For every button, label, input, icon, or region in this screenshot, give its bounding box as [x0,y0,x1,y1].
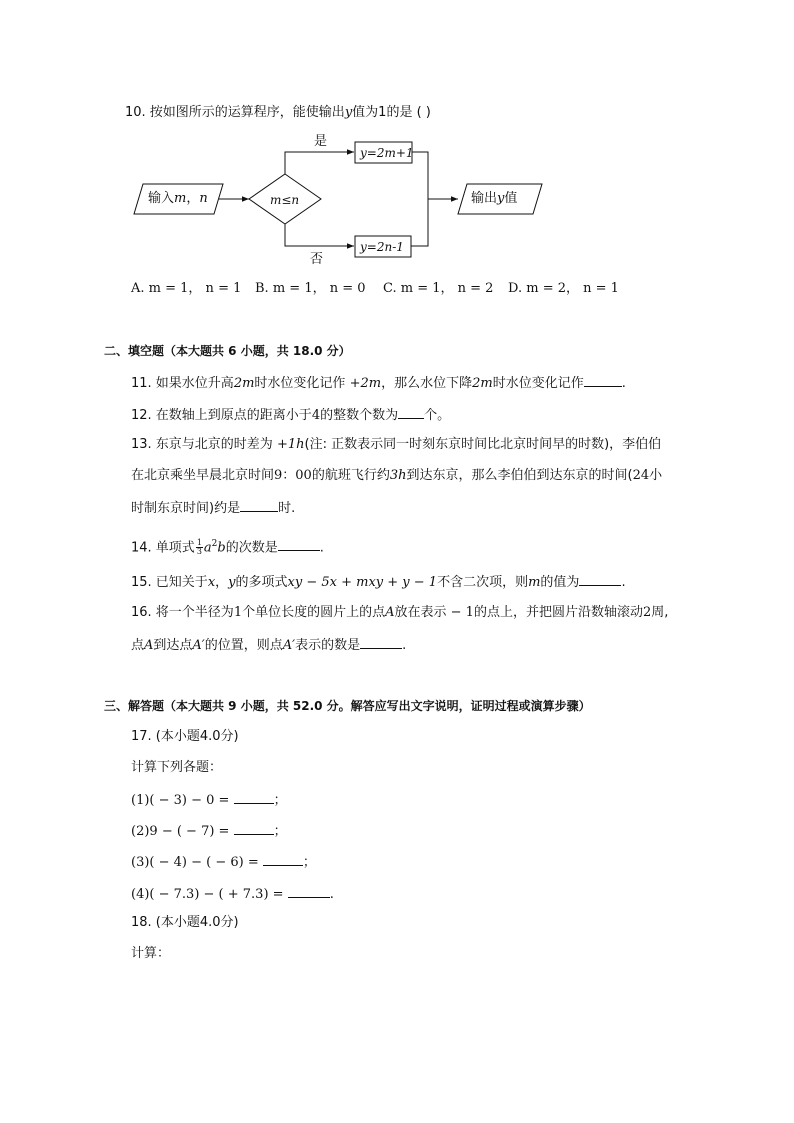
q17-answer-blank-3[interactable] [263,852,303,866]
flow-no-label: 否 [310,252,324,267]
q14-numerator: 1 [196,538,202,548]
q17-expr: (4)( − 7.3) − ( + 7.3) = [131,887,288,902]
q14-answer-blank[interactable] [278,537,320,551]
q14-fraction [196,539,203,556]
flow-input-m: m [174,191,187,206]
q15-end: . [621,575,626,590]
q16-line1 [131,604,668,622]
q10-option-c[interactable] [383,280,493,298]
option-letter: A. [131,281,145,296]
section3-title: 三、解答题（本大题共 9 小题，共 52.0 分。解答应写出文字说明，证明过程或演算步骤） [104,699,591,713]
q15-sep: ， [215,575,229,590]
q11-answer-blank[interactable] [584,373,622,387]
q14-end: . [319,540,324,556]
q17-expr: (2)9 − ( − 7) = [131,824,234,839]
q13-24: 24 [632,468,650,483]
q13-answer-blank[interactable] [240,498,278,512]
flow-output-suffix: 值 [504,191,518,206]
q15-text-g: 不含二次项，则 [437,575,529,590]
flow-yes-formula: y=2m+1 [360,146,414,160]
q12-num: 4 [311,408,321,423]
q17-item-1 [131,790,287,810]
q11-text-e: ，那么水位下降 [381,376,473,391]
q16-text-e: 放在表示 [394,605,451,620]
q12-answer-blank[interactable] [398,405,424,419]
q11-math-d: +2m [349,376,382,391]
option-text: m = 2， n = 1 [526,281,619,296]
q15-polynomial: xy − 5x + mxy + y − 1 [287,575,438,590]
q14 [131,535,324,557]
flow-merge-bottom [411,199,428,246]
q16-answer-blank[interactable] [360,635,402,649]
flow-condition-text: m≤n [270,193,300,207]
q10-var-y: y [344,105,353,120]
q16-text-g: 的点上，并把圆片沿数轴滚动 [473,605,643,620]
flow-input-prefix: 输入 [148,191,175,206]
q16-text-e2: 的位置，则点 [204,638,283,653]
q17-instruction: 计算下列各题： [131,760,223,775]
q15-text-e: 的多项式 [235,575,288,590]
q13-time: 9：00 [274,468,312,483]
q14-denominator: 3 [196,547,202,557]
q16-point-a2: A [144,638,154,653]
q10-stem-text: 10. 按如图所示的运算程序，能使输出 [125,105,345,120]
q13-line3 [131,498,295,518]
option-letter: C. [383,281,397,296]
section2-title: 二、填空题（本大题共 6 小题，共 18.0 分） [104,344,351,358]
q17-answer-blank-4[interactable] [288,884,330,898]
flow-input-n: n [199,191,208,206]
q16-end: . [402,638,407,653]
q13-line1 [131,436,661,454]
q13-end: 时. [278,501,296,516]
option-text: m = 1， n = 0 [272,281,366,296]
option-letter: B. [255,281,269,296]
q14-exponent: 2 [211,539,218,549]
q15-var-m: m [528,575,541,590]
q12-text-c: 的整数个数为 [320,408,399,423]
q14-text-d: 的次数是 [225,540,278,556]
q15-answer-blank[interactable] [579,572,621,586]
q10-stem [125,104,431,122]
q16-point-a-prime: A′ [192,638,205,653]
q10-option-a[interactable] [131,280,241,298]
flow-yes-line [285,152,354,174]
q17-end: ； [273,793,287,808]
q11 [131,373,626,393]
q13-text-c: (注: 正数表示同一时刻东京时间比北京时间早的时数)，李伯伯 [304,437,662,452]
q11-text-a: 11. 如果水位升高 [131,376,234,391]
q12-end: 个。 [424,408,451,423]
q16-neg-one: − 1 [450,605,474,620]
q15-var-y: y [228,575,236,590]
flow-output-var: y [497,191,505,206]
q11-math-f: 2m [472,376,493,391]
q18-instruction: 计算： [131,946,171,961]
q13-line2 [131,467,662,485]
q16-text-a2: 点 [131,638,145,653]
q13-text-c2: 的航班飞行约 [311,468,390,483]
q13-text-a: 13. 东京与北京的时差为 [131,437,277,452]
q17-end: ； [302,855,316,870]
flow-input-sep: ， [186,191,200,206]
q17-item-2 [131,821,287,841]
q16-text-g2: 表示的数是 [295,638,361,653]
q10-stem-end: 值为1的是 ( ) [352,105,431,120]
q13-math-b: +1h [276,437,305,452]
q17-item-4 [131,884,334,904]
q17-end: ； [273,824,287,839]
q17-expr: (3)( − 4) − ( − 6) = [131,855,263,870]
q15-text-i: 的值为 [540,575,580,590]
q11-text-g: 时水位变化记作 [492,376,584,391]
q17-header: 17. (本小题4.0分) [131,729,239,744]
q13-text-a2: 在北京乘坐早晨北京时间 [131,468,275,483]
q16-text-c2: 到达点 [153,638,193,653]
q14-var-a: a [203,540,212,556]
q13-text-a3: 时制东京时间)约是 [131,501,241,516]
q16-point-a-prime2: A′ [282,638,296,653]
q12 [131,405,450,425]
flow-output-prefix: 输出 [471,191,498,206]
option-text: m = 1， n = 2 [400,281,494,296]
q13-text-e2: 到达东京，那么李伯伯到达东京的时间( [406,468,633,483]
q15 [131,572,626,592]
q10-option-d[interactable] [508,280,619,298]
q16-text-c: 个单位长度的圆片上的点 [242,605,386,620]
q16-line2 [131,635,406,655]
q14-text-a: 14. 单项式 [131,540,195,556]
q11-end: . [621,376,626,391]
option-letter: D. [508,281,523,296]
option-text: m = 1， n = 1 [148,281,242,296]
q17-expr: (1)( − 3) − 0 = [131,793,234,808]
q13-text-g2: 小 [649,468,663,483]
q18-header: 18. (本小题4.0分) [131,915,239,930]
q13-hours: 3h [389,468,407,483]
q15-text-a: 15. 已知关于 [131,575,208,590]
q12-text-a: 12. 在数轴上到原点的距离小于 [131,408,312,423]
flow-input-text [148,190,208,208]
q17-end: . [329,887,334,902]
q15-var-x: x [207,575,216,590]
flow-merge-top [412,152,428,199]
flow-no-formula: y=2n-1 [360,240,404,254]
flow-output-text [471,190,517,208]
q14-var-b: b [217,540,226,556]
q16-num-1: 1 [233,605,243,620]
q16-point-a: A [385,605,395,620]
flow-no-line [285,224,354,246]
q17-answer-blank-2[interactable] [234,821,274,835]
q17-answer-blank-1[interactable] [234,790,274,804]
q16-num-2: 2 [642,605,652,620]
q16-text-i: 周, [651,605,669,620]
q11-math-b: 2m [233,376,255,391]
q10-option-b[interactable] [255,280,366,298]
q11-text-c: 时水位变化记作 [254,376,350,391]
q17-item-3 [131,852,316,872]
flow-yes-label: 是 [314,134,328,149]
q16-text-a: 16. 将一个半径为 [131,605,234,620]
